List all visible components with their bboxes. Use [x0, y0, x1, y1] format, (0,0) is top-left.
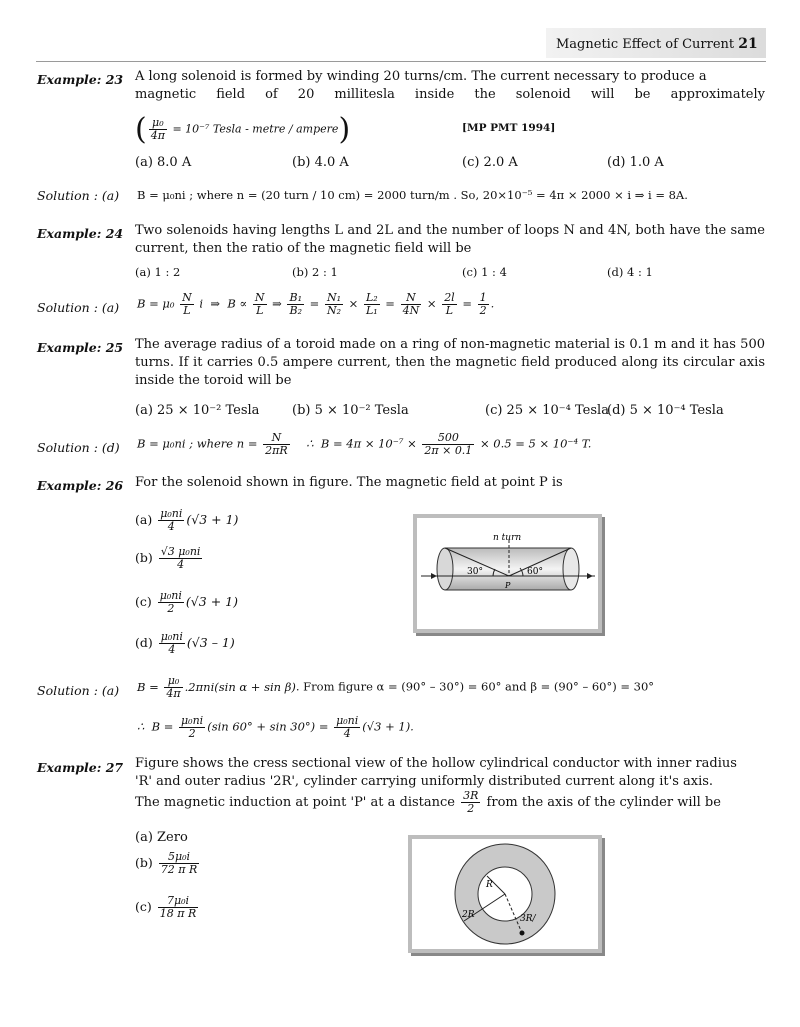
- example-23-reference: [MP PMT 1994]: [462, 122, 556, 134]
- example-27-option-b: (b) $\frac{\text{5μ₀i}}{\text{72 π R}}$: [135, 850, 198, 876]
- cylinder-figure: [408, 835, 602, 953]
- example-24-option-c: (c) 1 : 4: [462, 265, 507, 279]
- outer-radius-label: 2R: [462, 910, 475, 920]
- example-26-solution-label: Solution : (a): [37, 683, 120, 698]
- example-23-option-c: (c) 2.0 A: [462, 155, 518, 170]
- example-25-option-b: (b) 5 × 10⁻² Tesla: [292, 403, 409, 418]
- example-26-option-c: (c) $\frac{\text{μ₀ni}}{2}$ (√3 + 1): [135, 589, 238, 615]
- example-26-solution-line1: B = $\frac{\text{μ₀}}{4\pi}$ .2πni(sin α + sin β). From figure α = (90° – 30°) = 60° and β = (90° – 60°) = 30°: [137, 674, 655, 700]
- header-rule: [36, 61, 766, 62]
- angle-30-label: 30°: [467, 567, 483, 577]
- angle-60-label: 60°: [527, 567, 543, 577]
- example-26-label: Example: 26: [37, 478, 124, 493]
- example-26-option-a: (a) $\frac{\text{μ₀ni}}{4}$ (√3 + 1): [135, 507, 239, 533]
- example-27-label: Example: 27: [37, 760, 124, 775]
- example-23-given: ( $\frac{\text{μ₀}}{4\pi}$ = 10⁻⁷ Tesla - metre / ampere): [135, 112, 351, 147]
- example-27-question: Figure shows the cress sectional view of the hollow cylindrical conductor with inner radius 'R' and outer radius '2R', cylinder carrying uniformly distributed current along it's axis.: [135, 756, 737, 789]
- example-26-question: For the solenoid shown in figure. The magnetic field at point P is: [135, 475, 563, 490]
- example-23-solution-label: Solution : (a): [37, 188, 120, 203]
- example-27-option-c: (c) $\frac{\text{7μ₀i}}{\text{18 π R}}$: [135, 894, 197, 920]
- header-title: Magnetic Effect of Current: [556, 37, 735, 52]
- example-25-option-d: (d) 5 × 10⁻⁴ Tesla: [607, 403, 724, 418]
- example-25-question: The average radius of a toroid made on a ring of non-magnetic material is 0.1 m and it has 500 turns. If it carries 0.5 ampere current, then the magnetic field produced along its circular axis inside the toroid will be: [135, 337, 765, 388]
- turn-label: n turn: [493, 533, 522, 543]
- example-23-question: A long solenoid is formed by winding 20 turns/cm. The current necessary to produce a magnetic field of 20 millitesla inside the solenoid will be approximately: [135, 69, 765, 102]
- example-24-solution: B = μ₀ $\frac{N}{L}$ i ⇒ B ∝ $\frac{N}{L}$ ⇒ $\frac{\text{B₁}}{\text{B₂}}$ = $\frac{\text{N₁}}{\text{N₂}}$ × $\frac{\text{L₂}}{\text{L₁}}$ = $\frac{N}{4N}$ × $\frac{2l}{L}$ = $\frac{1}{2}$ .: [137, 291, 495, 317]
- example-26-solution-line2: ∴ B = $\frac{\text{μ₀ni}}{2}$ (sin 60° + sin 30°) = $\frac{\text{μ₀ni}}{4}$ (√3 + 1).: [137, 714, 414, 740]
- example-26-option-d: (d) $\frac{\text{μ₀ni}}{4}$ (√3 – 1): [135, 630, 235, 656]
- example-25-solution: B = μ₀ni ; where n = $\frac{N}{2\pi R}$ ∴ B = 4π × 10⁻⁷ × $\frac{500}{2\pi \times 0.1}$ × 0.5 = 5 × 10⁻⁴ T.: [137, 431, 592, 457]
- example-25-label: Example: 25: [37, 340, 124, 355]
- solenoid-diagram: [417, 518, 598, 629]
- inner-radius-label: R: [486, 880, 493, 890]
- example-24-option-a: (a) 1 : 2: [135, 265, 181, 279]
- point-p-label: P: [505, 581, 511, 590]
- example-24-option-b: (b) 2 : 1: [292, 265, 338, 279]
- example-24-solution-label: Solution : (a): [37, 300, 120, 315]
- example-27-option-a: (a) Zero: [135, 830, 188, 845]
- cylinder-diagram: [412, 839, 598, 949]
- example-26-option-b: (b) $\frac{\text{√3 μ₀ni}}{4}$: [135, 545, 201, 571]
- page-number: 21: [738, 36, 758, 52]
- example-27-question-line3: The magnetic induction at point 'P' at a distance $\frac{3R}{2}$ from the axis of the cylinder will be: [135, 789, 721, 815]
- example-23-label: Example: 23: [37, 72, 124, 87]
- example-24-label: Example: 24: [37, 226, 124, 241]
- example-23-solution: B = μ₀ni ; where n = (20 turn / 10 cm) = 2000 turn/m . So, 20×10⁻⁵ = 4π × 2000 × i ⇒ i = 8A.: [137, 188, 688, 202]
- example-25-option-c: (c) 25 × 10⁻⁴ Tesla: [485, 403, 609, 418]
- example-23-option-d: (d) 1.0 A: [607, 155, 664, 170]
- solenoid-figure: [413, 514, 602, 633]
- example-25-option-a: (a) 25 × 10⁻² Tesla: [135, 403, 260, 418]
- example-25-solution-label: Solution : (d): [37, 440, 120, 455]
- example-23-option-b: (b) 4.0 A: [292, 155, 349, 170]
- example-23-option-a: (a) 8.0 A: [135, 155, 192, 170]
- example-24-option-d: (d) 4 : 1: [607, 265, 653, 279]
- page-header: [556, 36, 758, 52]
- example-24-question: Two solenoids having lengths L and 2L and the number of loops N and 4N, both have the same current, then the ratio of the magnetic field will be: [135, 223, 765, 256]
- point-distance-label: 3R/: [520, 914, 536, 924]
